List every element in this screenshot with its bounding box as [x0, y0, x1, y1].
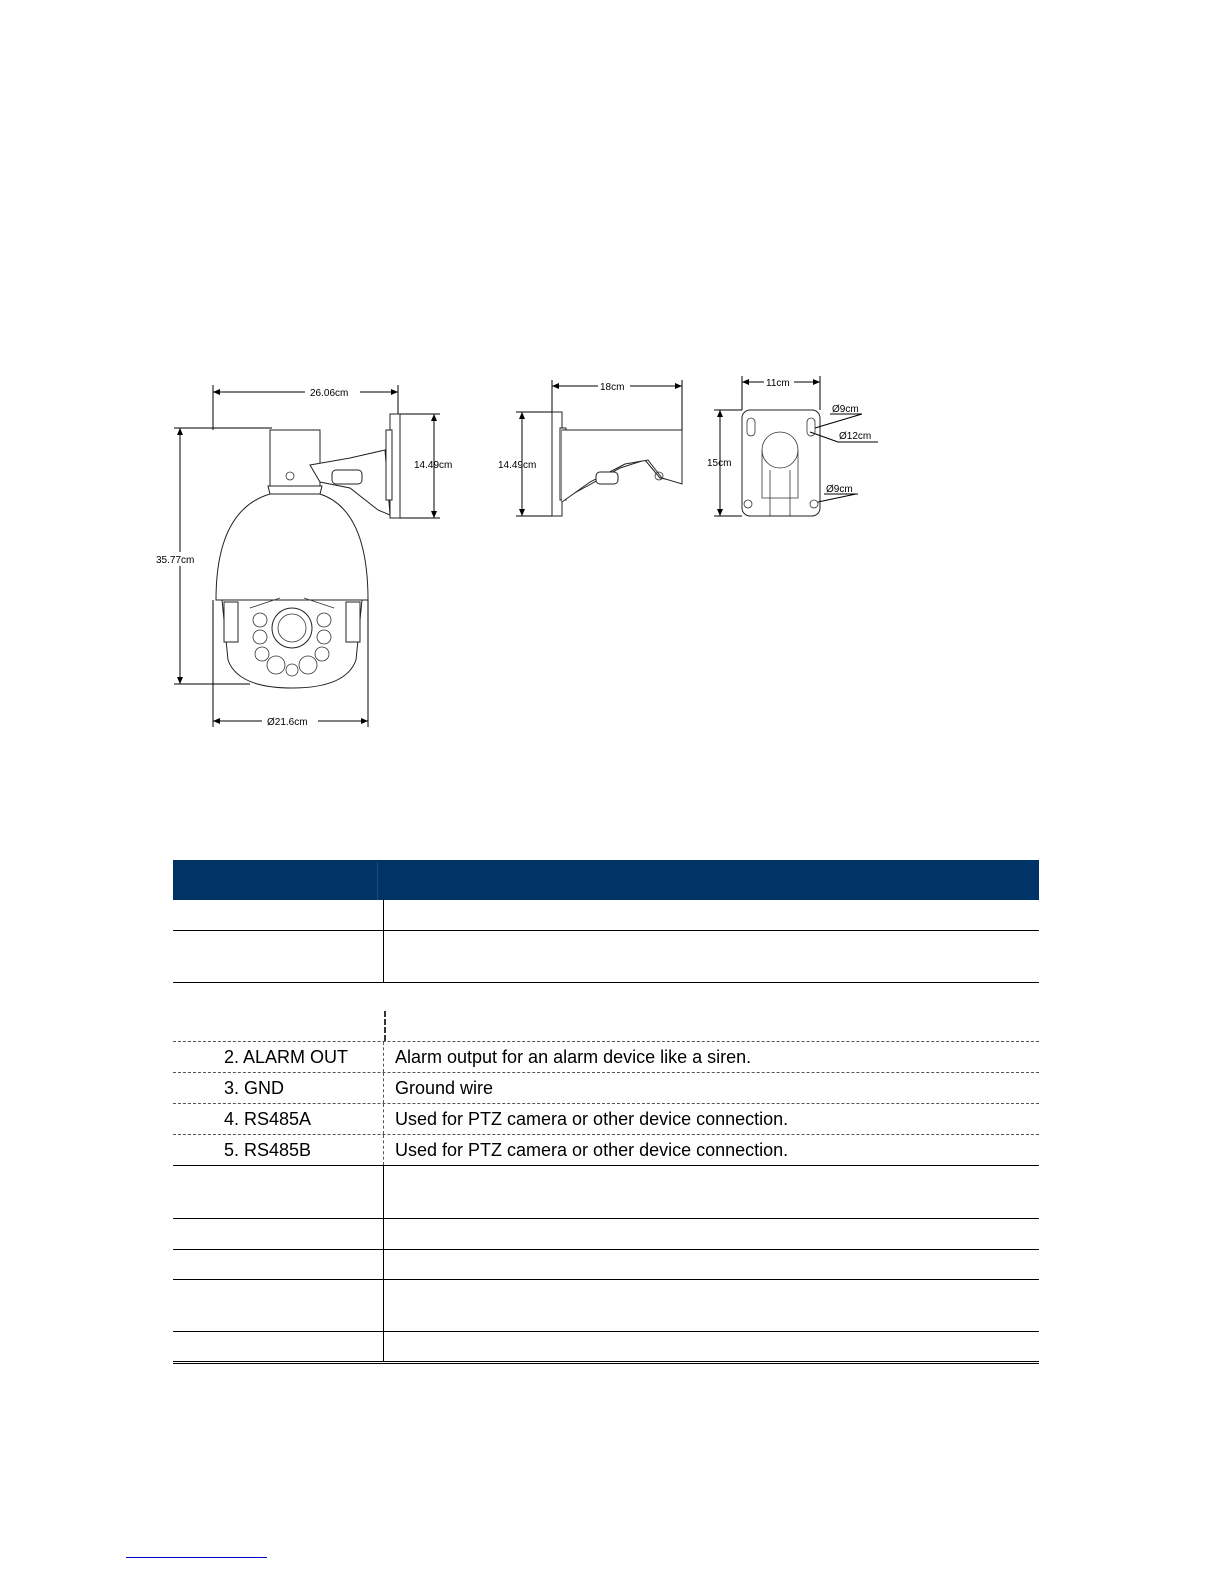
pin-name: 4. RS485A — [224, 1109, 312, 1129]
table-row — [173, 1073, 1039, 1104]
pin-name: 2. ALARM OUT — [224, 1047, 349, 1067]
table-row — [173, 1250, 1039, 1280]
dim-side-height: 14.49cm — [498, 460, 537, 471]
dim-arm-height: 14.49cm — [414, 460, 453, 471]
dim-hole-bottom: Ø9cm — [826, 484, 853, 495]
camera-dimension-drawing — [150, 370, 890, 740]
dim-plate-width: 11cm — [766, 378, 790, 389]
dim-side-width: 18cm — [600, 382, 625, 393]
table-row — [173, 1135, 1039, 1166]
table-row — [173, 1332, 1039, 1364]
pin-description: Ground wire — [395, 1078, 494, 1098]
dim-hole-mid: Ø12cm — [839, 431, 872, 442]
pin-spec-table — [173, 860, 1039, 1364]
pin-name: 5. RS485B — [224, 1140, 312, 1160]
dimension-svg — [150, 370, 890, 740]
pin-description: Used for PTZ camera or other device connection. — [395, 1140, 789, 1160]
table-row — [173, 1042, 1039, 1073]
dim-total-height: 35.77cm — [156, 555, 195, 566]
dim-arm-length: 26.06cm — [310, 388, 349, 399]
table-row — [173, 931, 1039, 983]
dim-hole-top: Ø9cm — [832, 404, 859, 415]
table-row — [173, 1219, 1039, 1250]
table-row — [173, 1104, 1039, 1135]
table-row — [173, 1166, 1039, 1219]
table-row — [173, 983, 1039, 1042]
dim-dome-diameter: Ø21.6cm — [267, 717, 308, 728]
table-row — [173, 1280, 1039, 1332]
pin-description: Alarm output for an alarm device like a siren. — [395, 1047, 752, 1067]
table-header — [173, 860, 1039, 900]
table-row — [173, 900, 1039, 931]
pin-description: Used for PTZ camera or other device connection. — [395, 1109, 789, 1129]
footer-link-underline — [126, 1557, 267, 1558]
dim-plate-height: 15cm — [707, 458, 732, 469]
pin-name: 3. GND — [224, 1078, 285, 1098]
